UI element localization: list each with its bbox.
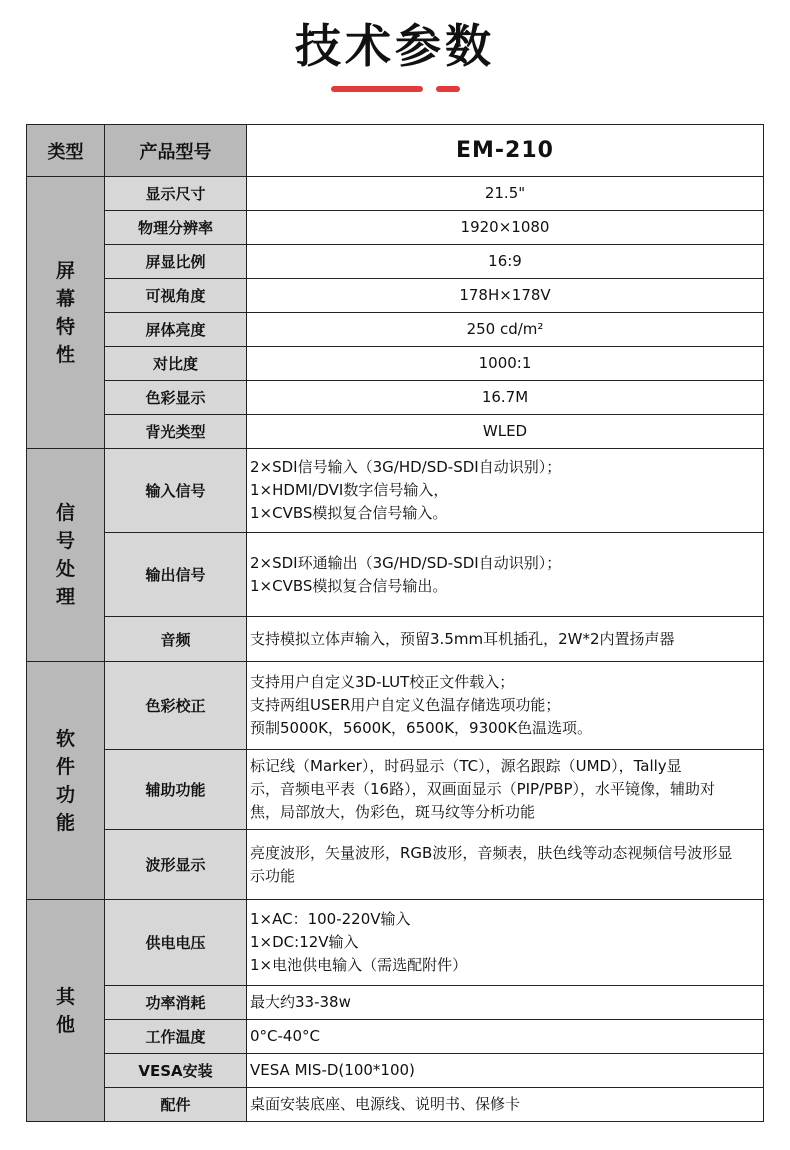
table-row [27,662,764,750]
row-key-vesa: VESA安装 [105,1054,247,1088]
model-name: EM-210 [247,125,764,177]
table-row [27,986,764,1020]
title-underline-short [436,86,460,92]
row-key-viewing-angle: 可视角度 [105,279,247,313]
row-value-resolution: 1920×1080 [247,211,764,245]
row-value-ratio: 16:9 [247,245,764,279]
table-row [27,1054,764,1088]
table-row [27,415,764,449]
category-signal: 信号处理 [27,449,105,662]
row-value-color-correction: 支持用户自定义3D-LUT校正文件载入； 支持两组USER用户自定义色温存储选项功能； 预制5000K，5600K，6500K，9300K色温选项。 [247,662,764,750]
table-row [27,1020,764,1054]
table-row [27,449,764,533]
table-row [27,533,764,617]
row-key-backlight: 背光类型 [105,415,247,449]
row-value-audio: 支持模拟立体声输入，预留3.5mm耳机插孔，2W*2内置扬声器 [247,617,764,662]
category-software: 软件功能 [27,662,105,900]
row-key-power: 供电电压 [105,900,247,986]
title-underline-long [331,86,423,92]
row-key-color-correction: 色彩校正 [105,662,247,750]
row-key-assist: 辅助功能 [105,750,247,830]
table-row [27,313,764,347]
table-header-row [27,125,764,177]
table-row [27,211,764,245]
row-value-output: 2×SDI环通输出（3G/HD/SD-SDI自动识别）； 1×CVBS模拟复合信号输出。 [247,533,764,617]
table-row [27,279,764,313]
row-value-waveform: 亮度波形，矢量波形，RGB波形，音频表，肤色线等动态视频信号波形显 示功能 [247,830,764,900]
type-header: 类型 [27,125,105,177]
category-screen: 屏幕特性 [27,177,105,449]
table-row [27,347,764,381]
model-label-header: 产品型号 [105,125,247,177]
row-value-power: 1×AC：100-220V输入 1×DC:12V输入 1×电池供电输入（需选配附件） [247,900,764,986]
row-value-consumption: 最大约33-38w [247,986,764,1020]
row-key-input: 输入信号 [105,449,247,533]
row-value-color: 16.7M [247,381,764,415]
category-other: 其他 [27,900,105,1122]
table-row [27,177,764,211]
row-key-temperature: 工作温度 [105,1020,247,1054]
row-value-viewing-angle: 178H×178V [247,279,764,313]
row-value-contrast: 1000:1 [247,347,764,381]
page-title: 技术参数 [295,19,495,73]
row-value-input: 2×SDI信号输入（3G/HD/SD-SDI自动识别）； 1×HDMI/DVI数字信号输入， 1×CVBS模拟复合信号输入。 [247,449,764,533]
row-key-accessories: 配件 [105,1088,247,1122]
row-value-size: 21.5" [247,177,764,211]
row-key-brightness: 屏体亮度 [105,313,247,347]
row-value-vesa: VESA MIS-D(100*100) [247,1054,764,1088]
row-key-resolution: 物理分辨率 [105,211,247,245]
row-key-contrast: 对比度 [105,347,247,381]
row-key-size: 显示尺寸 [105,177,247,211]
row-value-assist: 标记线（Marker），时码显示（TC），源名跟踪（UMD），Tally显 示，音频电平表（16路），双画面显示（PIP/PBP），水平镜像，辅助对 焦，局部放大，伪彩色，斑马纹等分析功能 [247,750,764,830]
row-key-consumption: 功率消耗 [105,986,247,1020]
spec-table [26,124,764,1122]
row-value-accessories: 桌面安装底座、电源线、说明书、保修卡 [247,1088,764,1122]
row-value-backlight: WLED [247,415,764,449]
row-key-ratio: 屏显比例 [105,245,247,279]
table-row [27,830,764,900]
row-key-audio: 音频 [105,617,247,662]
row-value-temperature: 0°C-40°C [247,1020,764,1054]
table-row [27,900,764,986]
table-row [27,750,764,830]
row-key-color: 色彩显示 [105,381,247,415]
row-key-output: 输出信号 [105,533,247,617]
table-row [27,381,764,415]
row-value-brightness: 250 cd/m² [247,313,764,347]
row-key-waveform: 波形显示 [105,830,247,900]
table-row [27,1088,764,1122]
table-row [27,245,764,279]
table-row [27,617,764,662]
